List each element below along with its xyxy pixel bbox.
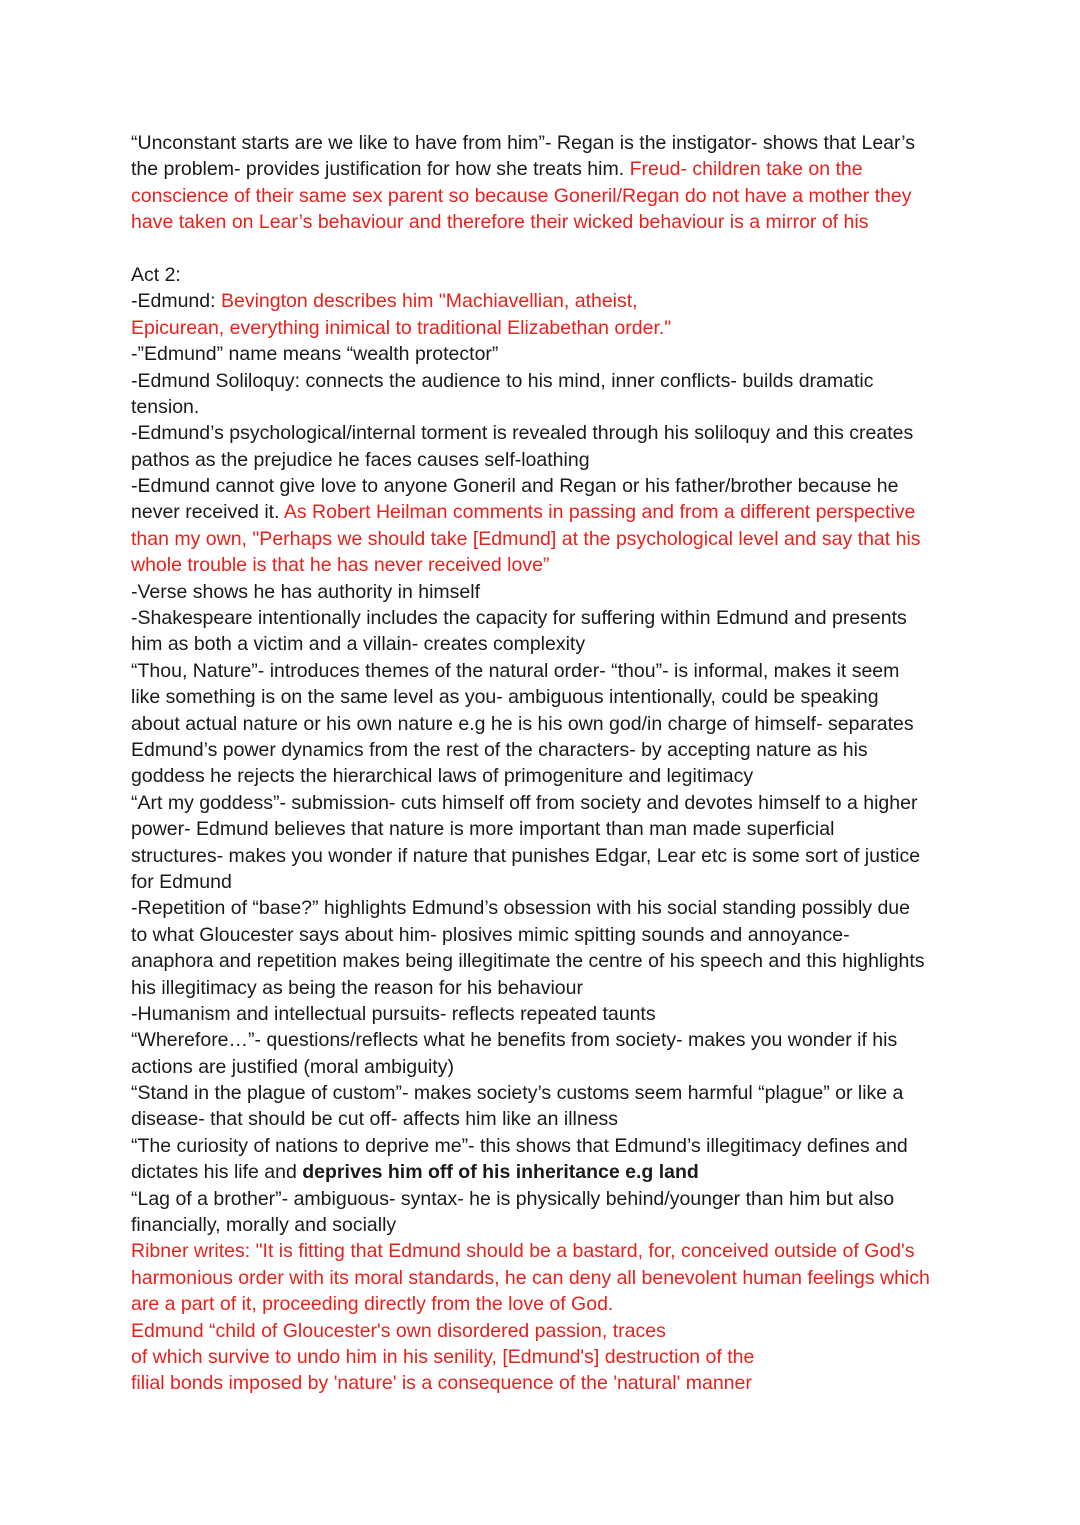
text-line: [131, 394, 961, 420]
text-line: [131, 183, 961, 209]
text-line: [131, 658, 961, 684]
text-line: [131, 816, 961, 842]
body-text: to what Gloucester says about him- plosives mimic spitting sounds and annoyance-: [131, 923, 850, 946]
text-line: [131, 1106, 961, 1132]
text-line: [131, 447, 961, 473]
body-text: -Edmund Soliloquy: connects the audience to his mind, inner conflicts- builds dramatic: [131, 369, 874, 392]
body-text: never received it.: [131, 501, 284, 524]
highlighted-text: have taken on Lear’s behaviour and therefore their wicked behaviour is a mirror of his: [131, 211, 869, 234]
text-line: [131, 1370, 961, 1396]
body-text: the problem- provides justification for how she treats him.: [131, 158, 630, 181]
text-line: [131, 631, 961, 657]
text-line: [131, 1238, 961, 1264]
body-text: -”Edmund” name means “wealth protector”: [131, 343, 499, 366]
body-text: “Stand in the plague of custom”- makes society’s customs seem harmful “plague” or like a: [131, 1082, 904, 1105]
text-line: [131, 130, 961, 156]
text-line: [131, 1265, 961, 1291]
text-line: [131, 922, 961, 948]
document-page: [131, 130, 961, 1397]
bold-text: deprives him off of his inheritance e.g land: [302, 1161, 699, 1184]
body-text: power- Edmund believes that nature is more important than man made superficial: [131, 818, 835, 841]
body-text: “Lag of a brother”- ambiguous- syntax- he is physically behind/younger than him but also: [131, 1187, 895, 1210]
highlighted-text: Ribner writes: "It is fitting that Edmund should be a bastard, for, conceived outside of God's: [131, 1240, 915, 1263]
body-text: about actual nature or his own nature e.g he is his own god/in charge of himself- separates: [131, 712, 914, 735]
highlighted-text: As Robert Heilman comments in passing and from a different perspective: [283, 501, 916, 524]
text-line: [131, 1080, 961, 1106]
body-text: -Edmund’s psychological/internal torment is revealed through his soliloquy and this creates: [131, 422, 914, 445]
text-line: [131, 341, 961, 367]
highlighted-text: Bevington describes him "Machiavellian, atheist,: [220, 290, 638, 313]
body-text: Edmund’s power dynamics from the rest of the characters- by accepting nature as his: [131, 738, 868, 761]
text-line: [131, 711, 961, 737]
body-text: dictates his life and: [131, 1161, 303, 1184]
body-text: him as both a victim and a villain- creates complexity: [131, 633, 586, 656]
body-text: Act 2:: [131, 263, 181, 286]
body-text: -Repetition of “base?” highlights Edmund’s obsession with his social standing possibly due: [131, 897, 911, 920]
body-text: “Thou, Nature”- introduces themes of the natural order- “thou”- is informal, makes it seem: [131, 659, 900, 682]
body-text: “Art my goddess”- submission- cuts himself off from society and devotes himself to a higher: [131, 791, 918, 814]
highlighted-text: Epicurean, everything inimical to traditional Elizabethan order.": [131, 316, 672, 339]
body-text: -Edmund:: [131, 290, 221, 313]
text-line: [131, 526, 961, 552]
body-text: “Unconstant starts are we like to have from him”- Regan is the instigator- shows that Lear’s: [131, 132, 915, 154]
body-text: his illegitimacy as being the reason for his behaviour: [131, 976, 583, 999]
text-line: [131, 499, 961, 525]
text-line: [131, 1133, 961, 1159]
text-line: [131, 552, 961, 578]
highlighted-text: Freud- children take on the: [629, 158, 863, 181]
text-line: [131, 605, 961, 631]
text-line: [131, 368, 961, 394]
highlighted-text: whole trouble is that he has never received love”: [131, 554, 550, 577]
text-line: [131, 843, 961, 869]
body-text: goddess he rejects the hierarchical laws of primogeniture and legitimacy: [131, 765, 754, 788]
body-text: -Shakespeare intentionally includes the capacity for suffering within Edmund and presents: [131, 607, 907, 630]
text-line: [131, 579, 961, 605]
highlighted-text: than my own, "Perhaps we should take [Edmund] at the psychological level and say that his: [131, 527, 921, 550]
highlighted-text: Edmund “child of Gloucester's own disordered passion, traces: [131, 1319, 666, 1342]
body-text: financially, morally and socially: [131, 1214, 397, 1237]
text-line: [131, 1159, 961, 1185]
text-line: [131, 262, 961, 288]
text-line: [131, 473, 961, 499]
text-line: [131, 1318, 961, 1344]
body-text: for Edmund: [131, 870, 232, 893]
text-line: [131, 1054, 961, 1080]
body-text: actions are justified (moral ambiguity): [131, 1055, 454, 1078]
text-line: [131, 975, 961, 1001]
text-line: [131, 1001, 961, 1027]
highlighted-text: conscience of their same sex parent so because Goneril/Regan do not have a mother they: [131, 184, 912, 207]
text-line: [131, 156, 961, 182]
text-line: [131, 763, 961, 789]
text-line: [131, 1027, 961, 1053]
text-line: [131, 1344, 961, 1370]
text-line: [131, 1186, 961, 1212]
body-text: tension.: [131, 395, 200, 418]
text-line: [131, 790, 961, 816]
text-line: [131, 288, 961, 314]
body-text: -Edmund cannot give love to anyone Goneril and Regan or his father/brother because he: [131, 475, 899, 498]
text-line: [131, 420, 961, 446]
text-line: [131, 1291, 961, 1317]
text-line: [131, 737, 961, 763]
body-text: like something is on the same level as you- ambiguous intentionally, could be speaking: [131, 686, 879, 709]
text-line: [131, 948, 961, 974]
text-line: [131, 1212, 961, 1238]
body-text: -Humanism and intellectual pursuits- reflects repeated taunts: [131, 1002, 656, 1025]
highlighted-text: filial bonds imposed by 'nature' is a consequence of the 'natural' manner: [131, 1372, 752, 1395]
body-text: -Verse shows he has authority in himself: [131, 580, 481, 603]
text-line: [131, 869, 961, 895]
text-line: [131, 895, 961, 921]
highlighted-text: harmonious order with its moral standards, he can deny all benevolent human feelings which: [131, 1266, 930, 1289]
highlighted-text: are a part of it, proceeding directly from the love of God.: [131, 1293, 614, 1316]
body-text: structures- makes you wonder if nature that punishes Edgar, Lear etc is some sort of justice: [131, 844, 921, 867]
body-text: anaphora and repetition makes being illegitimate the centre of his speech and this highlights: [131, 950, 925, 973]
blank-line: [131, 236, 961, 262]
text-line: [131, 209, 961, 235]
highlighted-text: of which survive to undo him in his senility, [Edmund's] destruction of the: [131, 1345, 755, 1368]
body-text: pathos as the prejudice he faces causes self-loathing: [131, 448, 590, 471]
text-line: [131, 684, 961, 710]
body-text: disease- that should be cut off- affects him like an illness: [131, 1108, 619, 1131]
body-text: “The curiosity of nations to deprive me”- this shows that Edmund’s illegitimacy defines and: [131, 1134, 908, 1157]
body-text: “Wherefore…”- questions/reflects what he benefits from society- makes you wonder if his: [131, 1029, 898, 1052]
text-line: [131, 315, 961, 341]
